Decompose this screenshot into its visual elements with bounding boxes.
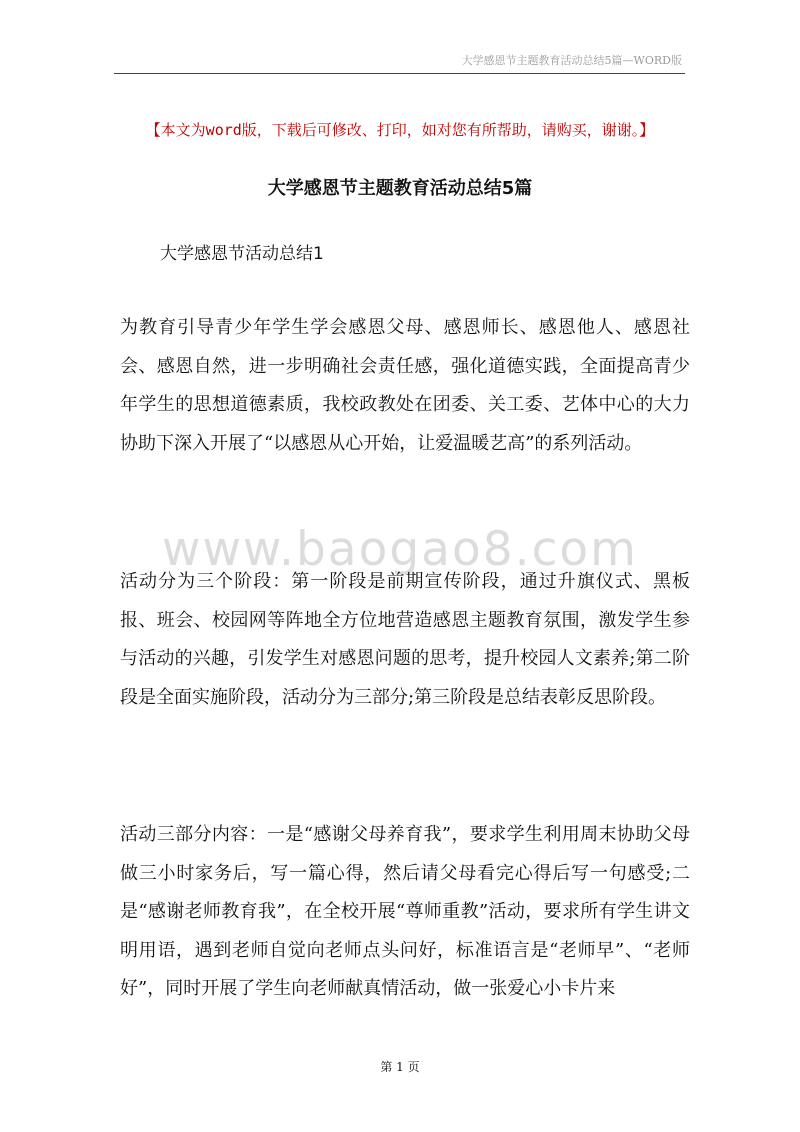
document-title: 大学感恩节主题教育活动总结5篇: [267, 178, 533, 199]
watermark: www.baogao8.com: [162, 522, 638, 577]
purchase-notice: 【本文为word版，下载后可修改、打印，如对您有所帮助，请购买，谢谢。】: [145, 121, 655, 139]
section-heading: 大学感恩节活动总结1: [160, 244, 324, 264]
header-divider: [114, 73, 685, 74]
running-header: 大学感恩节主题教育活动总结5篇—WORD版: [461, 54, 682, 67]
body-paragraph-1: 为教育引导青少年学生学会感恩父母、感恩师长、感恩他人、感恩社会、感恩自然，进一步明确社会责任感，强化道德实践，全面提高青少年学生的思想道德素质，我校政教处在团委、关工委、艺体中心的大力协助下深入开展了“以感恩从心开始，让爱温暖艺高”的系列活动。: [120, 317, 690, 454]
body-paragraph-2: 活动分为三个阶段：第一阶段是前期宣传阶段，通过升旗仪式、黑板报、班会、校园网等阵地全方位地营造感恩主题教育氛围，激发学生参与活动的兴趣，引发学生对感恩问题的思考，提升校园人文素养;第二阶段是全面实施阶段，活动分为三部分;第三阶段是总结表彰反思阶段。: [120, 571, 690, 708]
body-paragraph-3: 活动三部分内容：一是“感谢父母养育我”，要求学生利用周末协助父母做三小时家务后，写一篇心得，然后请父母看完心得后写一句感受;二是“感谢老师教育我”，在全校开展“尊师重教”活动，要求所有学生讲文明用语，遇到老师自觉向老师点头问好，标准语言是“老师早”、“老师好”，同时开展了学生向老师献真情活动，做一张爱心小卡片来: [120, 824, 690, 999]
page-number: 第 1 页: [380, 1060, 420, 1074]
